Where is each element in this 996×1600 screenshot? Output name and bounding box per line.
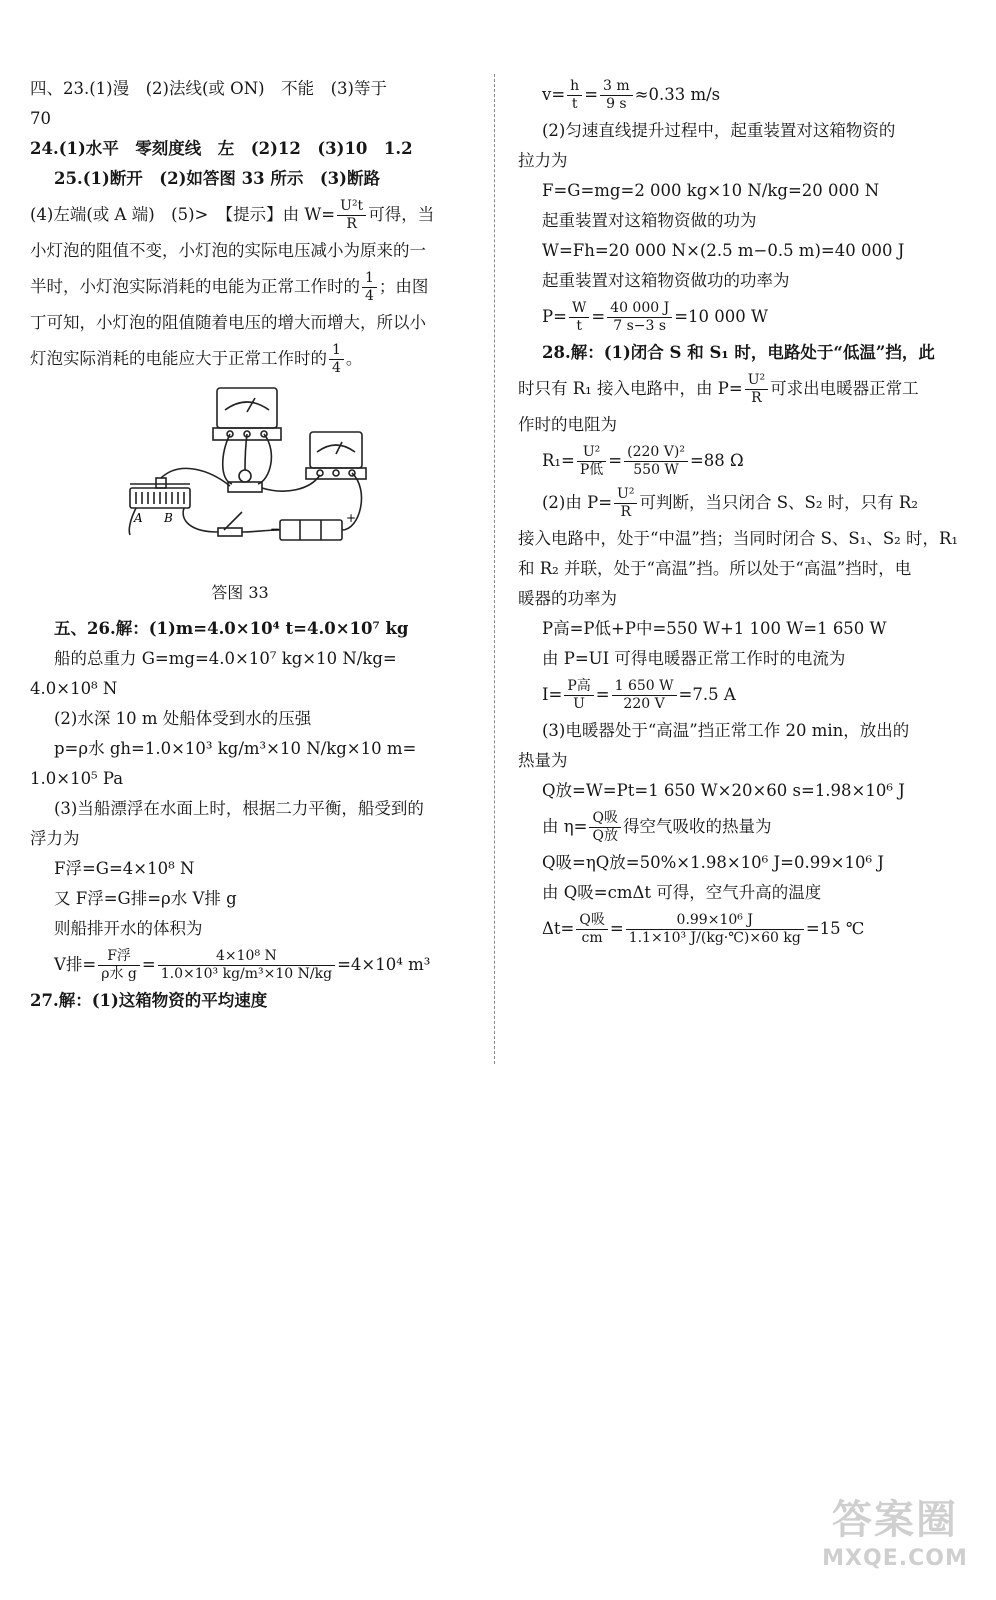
watermark-url: MXQE.COM xyxy=(822,1546,968,1571)
right-column xyxy=(518,74,976,950)
formula-line: v= $\frac{h}{t}$ = $\frac{3 m}{9 s}$ ≈0.33 m/s xyxy=(542,78,721,112)
formula-line: Δt= $\frac{\text{Q吸}}{cm}$ = $\frac{\text{0.99×10⁶ J}}{\text{1.1×10³ J/(kg·℃)×60 kg}}$ =15 ℃ xyxy=(542,912,865,946)
fraction: $\frac{\text{U²t}}{R}$ xyxy=(337,198,366,233)
battery-icon xyxy=(280,520,342,540)
battery-negative: − xyxy=(270,522,281,536)
text-line: 时只有 R₁ 接入电路中，由 P= $\frac{\text{U²}}{R}$ 可求出电暖器正常工 xyxy=(518,372,919,406)
text-line: 小灯泡的阻值不变，小灯泡的实际电压减小为原来的一 xyxy=(30,241,426,260)
fraction: $\frac{1 650 W}{220 V}$ xyxy=(612,678,677,713)
fraction: $\frac{\text{0.99×10⁶ J}}{\text{1.1×10³ J/(kg·℃)×60 kg}}$ xyxy=(626,912,804,947)
voltmeter-icon xyxy=(213,388,281,440)
left-column xyxy=(30,74,470,1016)
text-line: 起重装置对这箱物资做功的功率为 xyxy=(542,271,790,290)
column-divider xyxy=(494,74,495,1064)
fraction: $\frac{1}{4}$ xyxy=(362,270,377,305)
text-line: 热量为 xyxy=(518,751,568,770)
text-line: 作时的电阻为 xyxy=(518,415,617,434)
text-line: 丁可知，小灯泡的阻值随着电压的增大而增大，所以小 xyxy=(30,313,426,332)
text-line: 船的总重力 G=mg=4.0×10⁷ kg×10 N/kg= xyxy=(54,649,397,668)
formula-line: V排= $\frac{\text{F浮}}{\text{ρ水 g}}$ = $\frac{\text{4×10⁸ N}}{\text{1.0×10³ kg/m³×10 N/kg}}$ =4×10⁴ m³ xyxy=(54,948,431,982)
battery-positive: + xyxy=(346,511,357,525)
formula-line: I= $\frac{\text{P高}}{U}$ = $\frac{1 650 W}{220 V}$ =7.5 A xyxy=(542,678,736,712)
watermark xyxy=(820,1495,970,1573)
text-line: 灯泡实际消耗的电能应大于正常工作时的 $\frac{1}{4}$ 。 xyxy=(30,342,363,376)
circuit-diagram xyxy=(120,380,380,575)
text-line: 由 P=UI 可得电暖器正常工作时的电流为 xyxy=(542,649,846,668)
answer-24: 24.(1)水平 零刻度线 左 (2)12 (3)10 1.2 xyxy=(30,139,413,158)
switch-icon xyxy=(218,512,242,536)
text-line: 拉力为 xyxy=(518,151,568,170)
answer-27: 27.解：(1)这箱物资的平均速度 xyxy=(30,991,268,1010)
text-line: 暖器的功率为 xyxy=(518,589,617,608)
answer-28: 28.解：(1)闭合 S 和 S₁ 时，电路处于“低温”挡，此 xyxy=(542,343,935,362)
text-line: P高=P低+P中=550 W+1 100 W=1 650 W xyxy=(542,619,887,638)
circuit-figure xyxy=(30,380,470,580)
fraction: $\frac{3 m}{9 s}$ xyxy=(600,78,633,113)
answer-26: 五、26.解：(1)m=4.0×10⁴ t=4.0×10⁷ kg xyxy=(54,619,409,638)
text-line: 接入电路中，处于“中温”挡；当同时闭合 S、S₁、S₂ 时，R₁ xyxy=(518,529,959,548)
fraction: $\frac{\text{P高}}{U}$ xyxy=(564,678,593,713)
ammeter-icon xyxy=(306,432,366,479)
text-line: (2)水深 10 m 处船体受到水的压强 xyxy=(54,709,312,728)
text-line: 和 R₂ 并联，处于“高温”挡。所以处于“高温”挡时，电 xyxy=(518,559,912,578)
lamp-icon xyxy=(228,470,262,492)
fraction: $\frac{\text{U²}}{R}$ xyxy=(614,486,637,521)
figure-caption: 答图 33 xyxy=(211,583,269,602)
text-line: (2)匀速直线提升过程中，起重装置对这箱物资的 xyxy=(542,121,896,140)
answer-25: 25.(1)断开 (2)如答图 33 所示 (3)断路 xyxy=(54,169,380,188)
text-line: Q放=W=Pt=1 650 W×20×60 s=1.98×10⁶ J xyxy=(542,781,905,800)
text-line: W=Fh=20 000 N×(2.5 m−0.5 m)=40 000 J xyxy=(542,241,905,260)
label-a: A xyxy=(134,511,143,525)
text-line: 4.0×10⁸ N xyxy=(30,679,118,698)
text-line: (3)电暖器处于“高温”挡正常工作 20 min，放出的 xyxy=(542,721,910,740)
label-b: B xyxy=(164,511,173,525)
fraction: $\frac{h}{t}$ xyxy=(567,78,582,113)
fraction: $\frac{\text{U²}}{\text{P低}}$ xyxy=(577,444,606,479)
text-line: 又 F浮=G排=ρ水 V排 g xyxy=(54,889,237,908)
answer-23-cont: 70 xyxy=(30,109,51,128)
fraction: $\frac{1}{4}$ xyxy=(329,342,344,377)
text-line: F浮=G=4×10⁸ N xyxy=(54,859,195,878)
fraction: $\frac{\text{Q吸}}{\text{Q放}}$ xyxy=(589,810,620,845)
text-line: (3)当船漂浮在水面上时，根据二力平衡，船受到的 xyxy=(54,799,424,818)
text-line: 由 η= $\frac{\text{Q吸}}{\text{Q放}}$ 得空气吸收的热量为 xyxy=(542,810,772,844)
text-line: Q吸=ηQ放=50%×1.98×10⁶ J=0.99×10⁶ J xyxy=(542,853,884,872)
fraction: $\frac{\text{Q吸}}{cm}$ xyxy=(576,912,607,947)
text-line: 则船排开水的体积为 xyxy=(54,919,203,938)
fraction: $\frac{\text{4×10⁸ N}}{\text{1.0×10³ kg/m³×10 N/kg}}$ xyxy=(158,948,335,983)
text-line: p=ρ水 gh=1.0×10³ kg/m³×10 N/kg×10 m= xyxy=(54,739,417,758)
answer-23: 四、23.(1)漫 (2)法线(或 ON) 不能 (3)等于 xyxy=(30,79,387,98)
formula-line: P= $\frac{W}{t}$ = $\frac{40 000 J}{7 s-3 s}$ =10 000 W xyxy=(542,300,768,334)
fraction: $\frac{\text{U²}}{R}$ xyxy=(745,372,768,407)
fraction: $\frac{\text{(220 V)²}}{550 W}$ xyxy=(624,444,688,479)
text-line: 起重装置对这箱物资做的功为 xyxy=(542,211,757,230)
text-line: 由 Q吸=cmΔt 可得，空气升高的温度 xyxy=(542,883,822,902)
text-line: 1.0×10⁵ Pa xyxy=(30,769,124,788)
fraction: $\frac{40 000 J}{7 s-3 s}$ xyxy=(607,300,672,335)
text-line: (2)由 P= $\frac{\text{U²}}{R}$ 可判断，当只闭合 S、S₂ 时，只有 R₂ xyxy=(542,486,918,520)
fraction: $\frac{\text{F浮}}{\text{ρ水 g}}$ xyxy=(98,948,140,983)
fraction: $\frac{W}{t}$ xyxy=(569,300,589,335)
text-line: 半时，小灯泡实际消耗的电能为正常工作时的 $\frac{1}{4}$ ；由图 xyxy=(30,270,429,304)
text-line: 浮力为 xyxy=(30,829,80,848)
formula-line: R₁= $\frac{\text{U²}}{\text{P低}}$ = $\frac{\text{(220 V)²}}{550 W}$ =88 Ω xyxy=(542,444,744,478)
answer-25-hint: (4)左端(或 A 端) (5)> 【提示】由 W= $\frac{\text{U²t}}{R}$ 可得，当 xyxy=(30,198,435,232)
watermark-logo: 答案圈 xyxy=(832,1496,958,1543)
text-line: F=G=mg=2 000 kg×10 N/kg=20 000 N xyxy=(542,181,880,200)
rheostat-icon xyxy=(130,478,190,508)
